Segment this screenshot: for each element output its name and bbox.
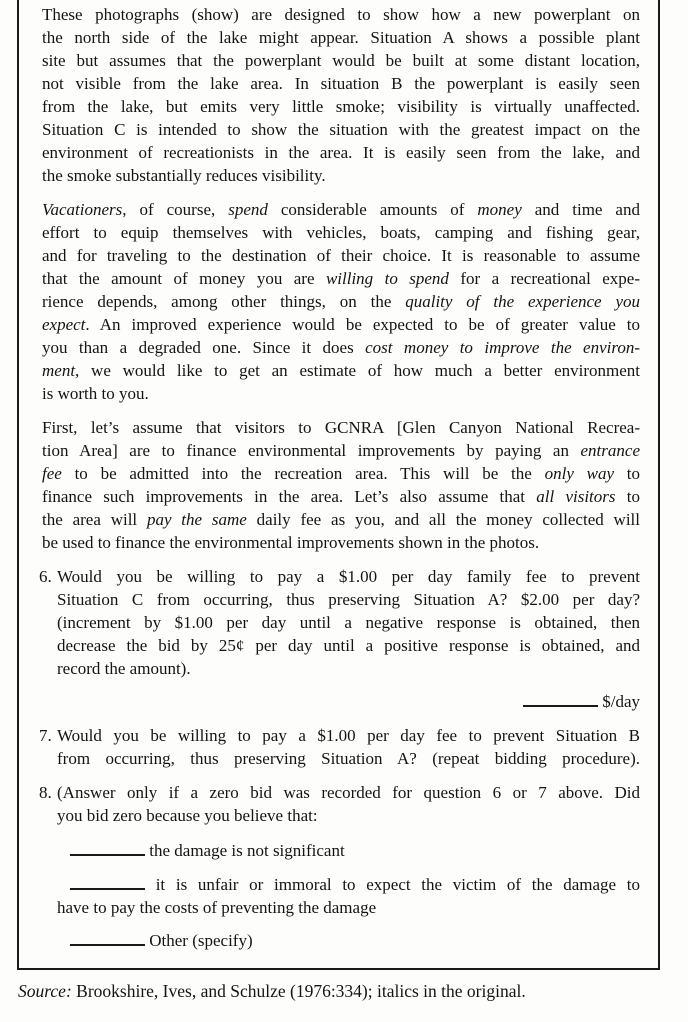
text-line — [42, 485, 640, 508]
questionnaire-text-box — [17, 0, 660, 970]
text-run: have to pay the costs of preventing the damage — [57, 898, 377, 917]
italic-text: cost money to improve the environ- — [365, 338, 640, 357]
question-text — [57, 724, 640, 770]
text-run: the damage is not significant — [145, 841, 345, 860]
paragraph — [42, 198, 640, 405]
text-run: site but assumes that the powerplant would be built at some distant location, — [42, 51, 640, 70]
italic-text: pay the same — [146, 510, 247, 529]
text-line — [42, 198, 640, 221]
text-run: be used to finance the environmental improvements shown in the photos. — [42, 533, 540, 552]
text-line — [42, 382, 640, 405]
italic-text: fee — [42, 464, 62, 483]
text-run: the north side of the lake might appear. Situation A shows a possible plant — [42, 28, 640, 47]
text-line — [42, 439, 640, 462]
text-run: environment of recreationists in the area. It is easily seen from the lake, and — [42, 143, 640, 162]
text-line — [42, 416, 640, 439]
text-line — [57, 781, 640, 804]
italic-text: Vacationers — [42, 200, 123, 219]
italic-text: spend — [228, 200, 268, 219]
text-line — [42, 3, 640, 26]
text-run: and for traveling to the destination of their choice. It is reasonable to assume — [42, 246, 640, 265]
text-run: effort to equip themselves with vehicles, boats, camping and fishing gear, — [42, 223, 640, 242]
question-number: 8. — [39, 783, 52, 802]
text-run: . An improved experience would be expected to be of greater value to — [85, 315, 640, 334]
text-run: from occurring, thus preserving Situation A? (repeat bidding procedure). — [57, 749, 640, 768]
text-line — [57, 896, 640, 919]
question-item — [39, 565, 640, 713]
text-run: and time and — [521, 200, 640, 219]
text-run: it is unfair or immoral to expect the victim of the damage to — [145, 875, 640, 894]
question-text — [57, 781, 640, 952]
text-line — [57, 634, 640, 657]
text-line — [42, 508, 640, 531]
fill-in-blank — [70, 886, 145, 890]
text-line — [42, 72, 640, 95]
text-run: to be admitted into the recreation area. This will be the — [61, 464, 545, 483]
text-run: Situation C from occurring, thus preserving Situation A? $2.00 per day? — [57, 590, 640, 609]
question-item — [39, 781, 640, 952]
text-run: First, let’s assume that visitors to GCNRA [Glen Canyon National Recrea- — [42, 418, 640, 437]
paragraph — [42, 416, 640, 554]
fill-in-blank — [523, 703, 598, 707]
text-run: daily fee as you, and all the money collected will — [246, 510, 640, 529]
italic-text: only way — [544, 464, 615, 483]
text-run: from the lake, but emits very little smoke; visibility is virtually unaffected. — [42, 97, 640, 116]
italic-text: entrance — [580, 441, 640, 460]
italic-text: expect — [42, 315, 86, 334]
text-line — [42, 267, 640, 290]
text-run: record the amount). — [57, 659, 191, 678]
text-line — [42, 336, 640, 359]
text-line — [42, 290, 640, 313]
text-line — [57, 804, 640, 827]
text-run: decrease the bid by 25¢ per day until a positive response is obtained, and — [57, 636, 640, 655]
text-run: Other (specify) — [145, 931, 253, 950]
text-line — [42, 49, 640, 72]
text-line — [42, 141, 640, 164]
text-line — [57, 588, 640, 611]
text-run: Situation C is intended to show the situation with the greatest impact on the — [42, 120, 640, 139]
fill-in-blank — [70, 852, 145, 856]
text-line — [57, 929, 640, 952]
paragraph — [42, 3, 640, 187]
text-line — [42, 26, 640, 49]
italic-text: willing to spend — [325, 269, 449, 288]
italic-text: all visitors — [536, 487, 616, 506]
text-run: the area will — [42, 510, 147, 529]
text-line — [42, 359, 640, 382]
text-line — [57, 747, 640, 770]
text-run: the smoke substantially reduces visibility. — [42, 166, 326, 185]
text-line — [57, 657, 640, 680]
text-line — [57, 873, 640, 896]
text-run: $/day — [597, 692, 640, 711]
text-run: not visible from the lake area. In situation B the powerplant is easily seen — [42, 74, 640, 93]
text-line — [57, 565, 640, 588]
text-line — [42, 221, 640, 244]
text-run: Would you be willing to pay a $1.00 per day family fee to prevent — [57, 567, 640, 586]
text-run: considerable amounts of — [267, 200, 478, 219]
text-run: you than a degraded one. Since it does — [42, 338, 366, 357]
italic-text: quality of the experience you — [405, 292, 640, 311]
text-line — [57, 690, 640, 713]
text-run: These photographs (show) are designed to show how a new powerplant on — [42, 5, 640, 24]
text-line — [57, 839, 640, 862]
text-run: (increment by $1.00 per day until a negative response is obtained, then — [57, 613, 640, 632]
text-run: (Answer only if a zero bid was recorded for question 6 or 7 above. Did — [57, 783, 640, 802]
text-line — [42, 118, 640, 141]
text-line — [42, 164, 640, 187]
source-label: Source: — [18, 981, 72, 1001]
text-run: , of course, — [122, 200, 229, 219]
text-run: rience depends, among other things, on the — [42, 292, 406, 311]
source-text: Brookshire, Ives, and Schulze (1976:334); italics in the original. — [71, 981, 526, 1001]
italic-text: money — [477, 200, 522, 219]
text-run: you bid zero because you believe that: — [57, 806, 318, 825]
text-line — [57, 724, 640, 747]
text-run: tion Area] are to finance environmental improvements by paying an — [42, 441, 581, 460]
source-citation — [18, 979, 678, 1003]
text-line — [42, 244, 640, 267]
question-item — [39, 724, 640, 770]
text-run: to — [615, 487, 640, 506]
text-run: finance such improvements in the area. Let’s also assume that — [42, 487, 537, 506]
question-number: 7. — [39, 726, 52, 745]
text-line — [42, 531, 640, 554]
text-run: Would you be willing to pay a $1.00 per day fee to prevent Situation B — [57, 726, 640, 745]
text-run: , we would like to get an estimate of how much a better environment — [75, 361, 640, 380]
italic-text: ment — [42, 361, 76, 380]
text-line — [57, 611, 640, 634]
question-text — [57, 565, 640, 713]
text-line — [42, 462, 640, 485]
text-line — [42, 95, 640, 118]
text-line — [42, 313, 640, 336]
question-number: 6. — [39, 567, 52, 586]
text-run: that the amount of money you are — [42, 269, 326, 288]
text-run: for a recreational expe- — [448, 269, 640, 288]
text-run: is worth to you. — [42, 384, 149, 403]
text-run: to — [614, 464, 640, 483]
fill-in-blank — [70, 942, 145, 946]
